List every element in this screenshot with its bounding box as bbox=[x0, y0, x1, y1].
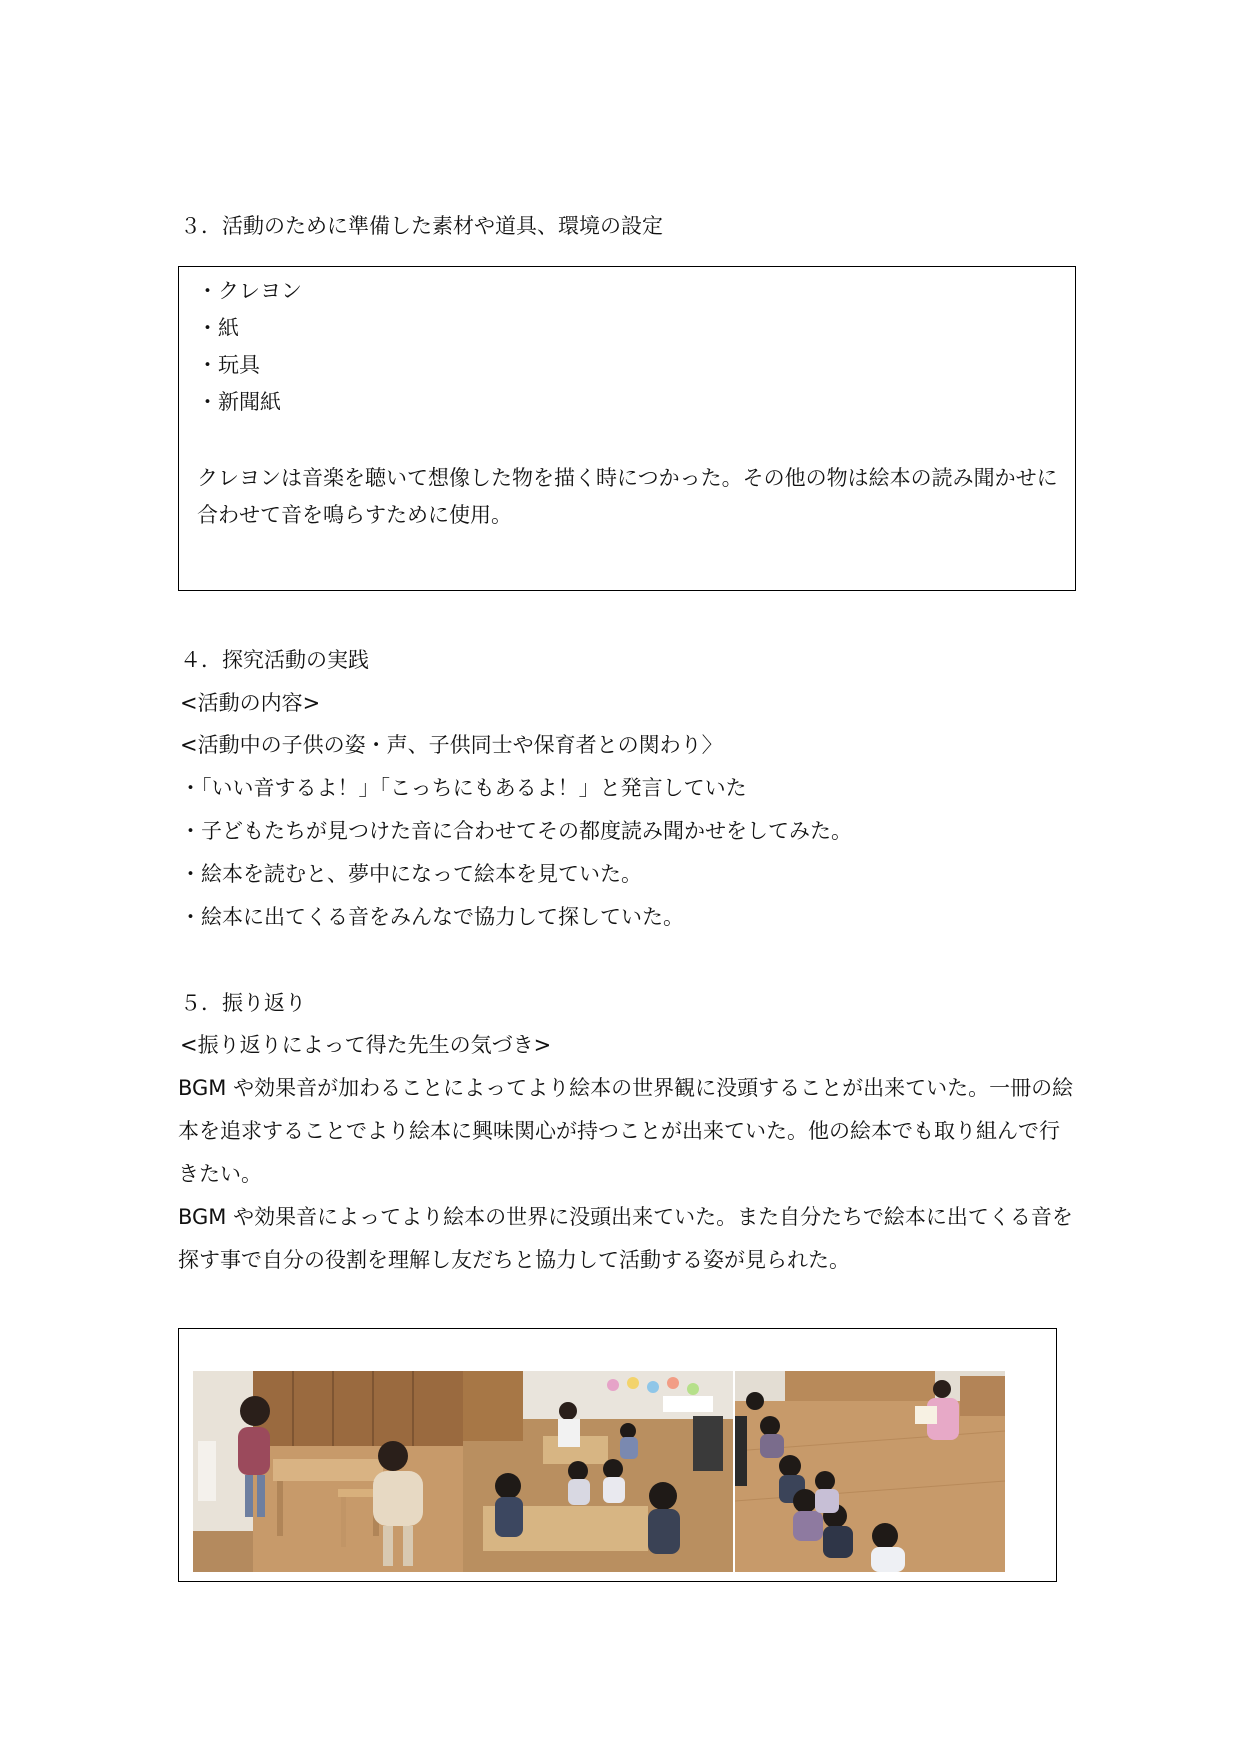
observation-item: ・絵本を読むと、夢中になって絵本を見ていた。 bbox=[180, 862, 642, 886]
section4-subheading-content: <活動の内容> bbox=[180, 691, 321, 715]
material-item: ・玩具 bbox=[197, 353, 260, 377]
section5-heading: ５．振り返り bbox=[180, 991, 306, 1015]
section4-subheading-interaction: <活動中の子供の姿・声、子供同士や保育者との関わり〉 bbox=[180, 733, 723, 757]
observation-item: ・絵本に出てくる音をみんなで協力して探していた。 bbox=[180, 905, 684, 929]
section4-heading: ４．探究活動の実践 bbox=[180, 648, 369, 672]
reflection-paragraph: BGM や効果音によってより絵本の世界に没頭出来ていた。また自分たちで絵本に出てくる音を探す事で自分の役割を理解し友だちと協力して活動する姿が見られた。 bbox=[178, 1205, 1073, 1272]
photo-frame bbox=[178, 1328, 1057, 1582]
material-item: ・クレヨン bbox=[197, 279, 302, 303]
observation-item: ・「いい音するよ！」「こっちにもあるよ！」と発言していた bbox=[180, 776, 747, 800]
section5-subheading: <振り返りによって得た先生の気づき> bbox=[180, 1033, 552, 1057]
classroom-photo bbox=[735, 1371, 1005, 1572]
reflection-paragraph: BGM や効果音が加わることによってより絵本の世界観に没頭することが出来ていた。一冊の絵本を追求することでより絵本に興味関心が持つことが出来ていた。他の絵本でも取り組んで行きたい。 bbox=[178, 1076, 1074, 1186]
materials-note: クレヨンは音楽を聴いて想像した物を描く時につかった。その他の物は絵本の読み聞かせに合わせて音を鳴らすために使用。 bbox=[197, 466, 1058, 527]
material-item: ・新聞紙 bbox=[197, 390, 281, 414]
observation-item: ・子どもたちが見つけた音に合わせてその都度読み聞かせをしてみた。 bbox=[180, 819, 852, 843]
section3-heading: ３．活動のために準備した素材や道具、環境の設定 bbox=[180, 214, 663, 238]
material-item: ・紙 bbox=[197, 316, 239, 340]
classroom-photo bbox=[463, 1371, 733, 1572]
classroom-photo bbox=[193, 1371, 463, 1572]
materials-box bbox=[178, 266, 1076, 591]
